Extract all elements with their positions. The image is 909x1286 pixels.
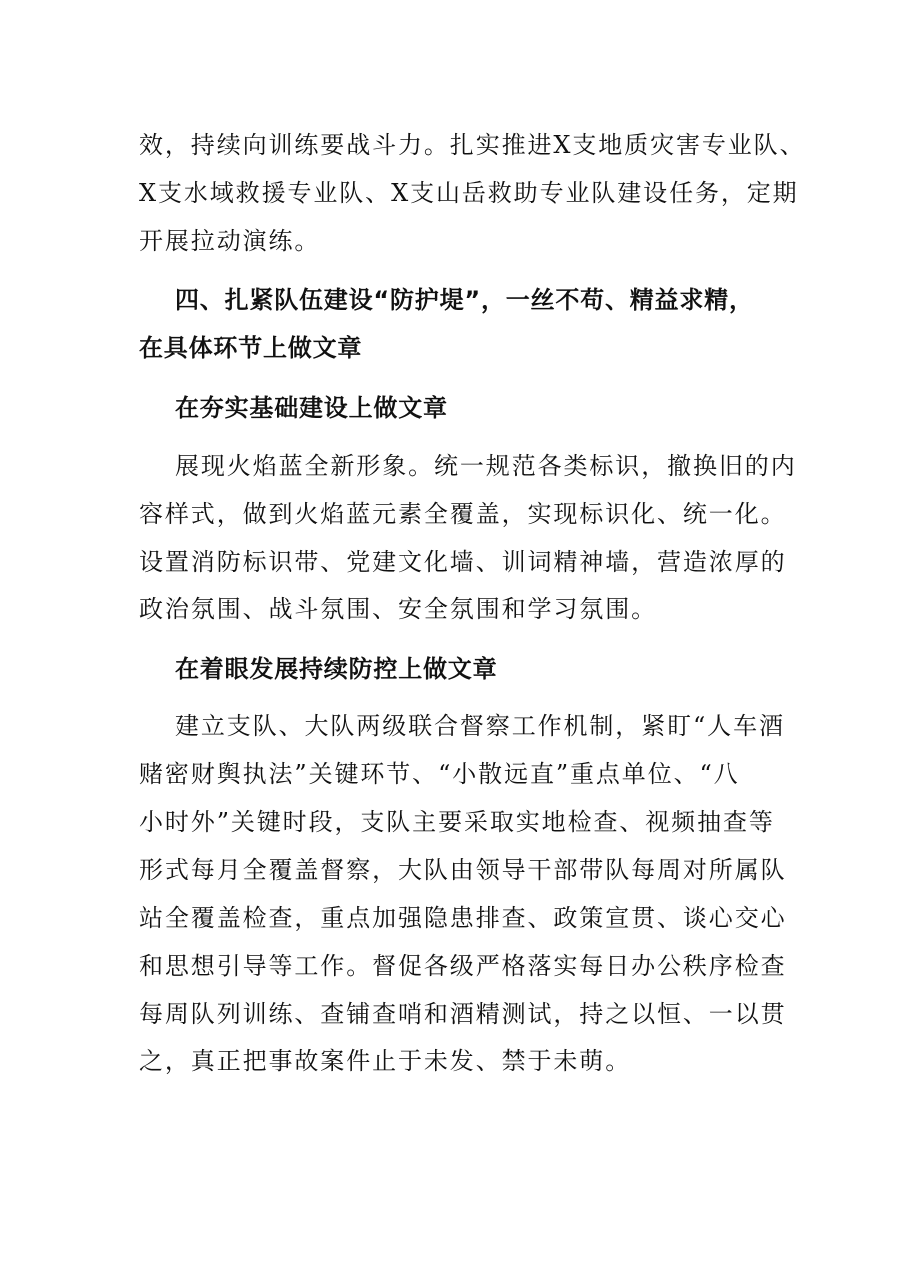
paragraph-line: 效，持续向训练要战斗力。扎实推进X支地质灾害专业队、 [139,131,806,159]
paragraph-line: 开展拉动演练。 [139,227,321,255]
paragraph-line: 小时外”关键时段，支队主要采取实地检查、视频抽查等 [139,808,775,836]
paragraph-line: 和思想引导等工作。督促各级严格落实每日办公秩序检查 [139,952,787,980]
paragraph-line: 容样式，做到火焰蓝元素全覆盖，实现标识化、统一化。 [139,500,787,528]
paragraph-line: 之，真正把事故案件止于未发、禁于未萌。 [139,1047,632,1075]
subsection-heading: 在着眼发展持续防控上做文章 [175,655,498,683]
paragraph-line: 赌密财舆执法”关键环节、“小散远直”重点单位、“八 [139,760,740,788]
paragraph-line: 政治氛围、战斗氛围、安全氛围和学习氛围。 [139,595,657,623]
paragraph-line: 每周队列训练、查铺查哨和酒精测试，持之以恒、一以贯 [139,1000,787,1028]
section-heading: 在具体环节上做文章 [139,334,363,362]
paragraph-line: 展现火焰蓝全新形象。统一规范各类标识，撤换旧的内 [175,452,797,480]
paragraph-line: 站全覆盖检查，重点加强隐患排查、政策宣贯、谈心交心 [139,904,787,932]
paragraph-line: 建立支队、大队两级联合督察工作机制，紧盯“人车酒 [175,712,785,740]
section-heading: 四、扎紧队伍建设“防护堤”，一丝不苟、精益求精， [175,286,754,314]
subsection-heading: 在夯实基础建设上做文章 [175,394,448,422]
paragraph-line: 形式每月全覆盖督察，大队由领导干部带队每周对所属队 [139,856,787,884]
paragraph-line: 设置消防标识带、党建文化墙、训词精神墙，营造浓厚的 [139,548,787,576]
paragraph-line: X支水域救援专业队、X支山岳救助专业队建设任务，定期 [139,179,799,207]
